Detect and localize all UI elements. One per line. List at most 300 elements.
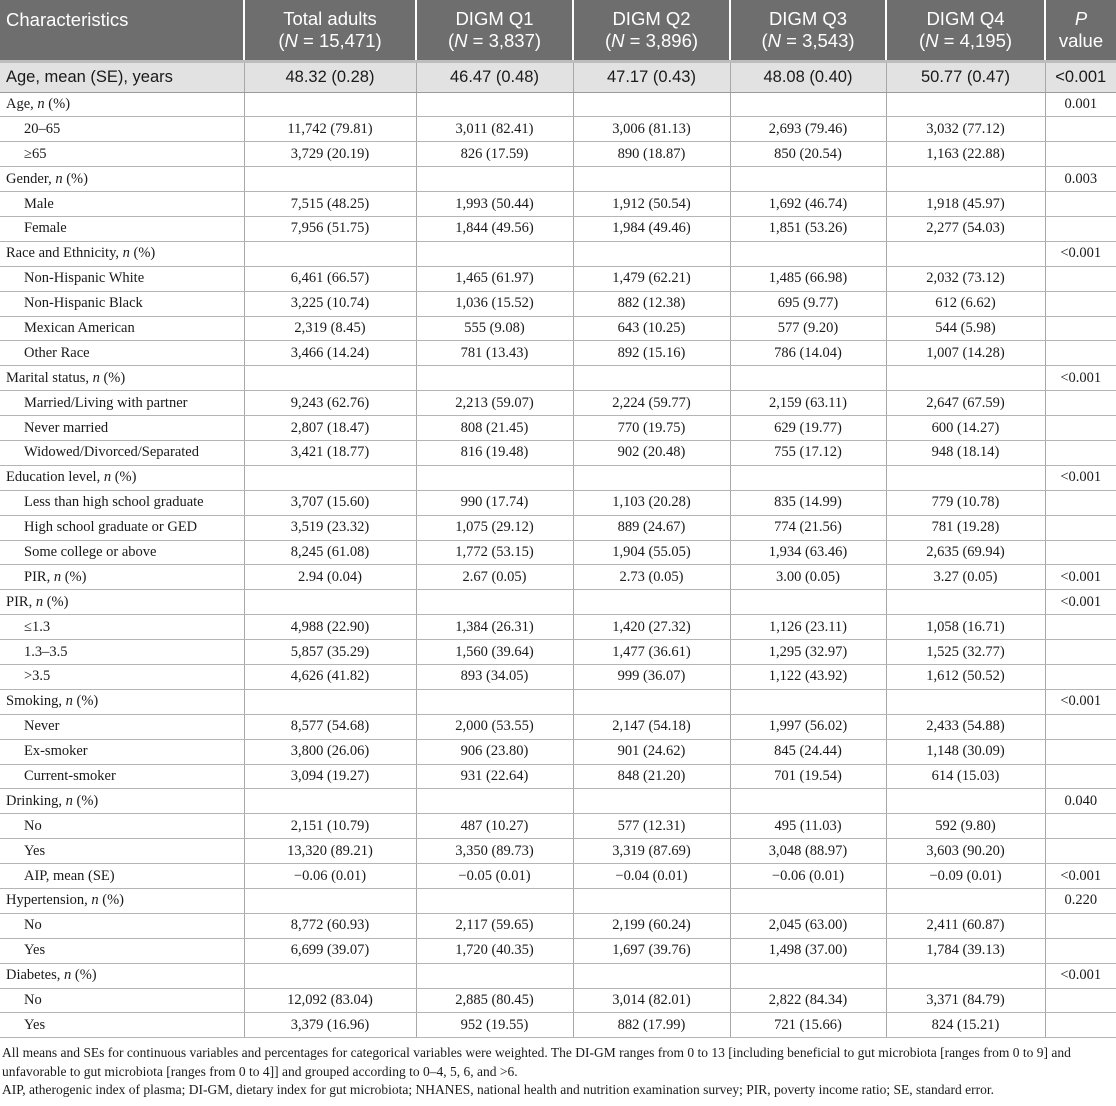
value-cell: 2,199 (60.24) — [573, 913, 730, 938]
value-cell — [416, 789, 573, 814]
row-label: Married/Living with partner — [0, 391, 244, 416]
value-cell: 1,148 (30.09) — [886, 739, 1045, 764]
table-row — [0, 490, 1116, 515]
row-label: Other Race — [0, 341, 244, 366]
value-cell: 3,519 (23.32) — [244, 515, 416, 540]
value-cell: 721 (15.66) — [730, 1013, 886, 1038]
row-label: Male — [0, 192, 244, 217]
value-cell — [244, 590, 416, 615]
value-cell — [416, 241, 573, 266]
value-cell: 2,885 (80.45) — [416, 988, 573, 1013]
header-label: P — [1074, 7, 1088, 29]
p-value-cell — [1045, 739, 1116, 764]
row-label: Diabetes, n (%) — [0, 963, 244, 988]
value-cell: 2,224 (59.77) — [573, 391, 730, 416]
row-label: PIR, n (%) — [0, 565, 244, 590]
table-row — [0, 266, 1116, 291]
p-value-cell: <0.001 — [1045, 366, 1116, 391]
value-cell: 8,577 (54.68) — [244, 714, 416, 739]
value-cell: 1,465 (61.97) — [416, 266, 573, 291]
p-value-cell — [1045, 714, 1116, 739]
value-cell: 50.77 (0.47) — [886, 61, 1045, 92]
value-cell — [416, 590, 573, 615]
header-label: Characteristics — [6, 9, 129, 30]
value-cell — [573, 366, 730, 391]
header-label: DIGM Q2 — [612, 7, 691, 29]
value-cell: 1,479 (62.21) — [573, 266, 730, 291]
header-sublabel: (N = 3,896) — [604, 29, 699, 51]
row-label: Ex-smoker — [0, 739, 244, 764]
p-value-cell — [1045, 291, 1116, 316]
footnote-line: All means and SEs for continuous variables and percentages for categorical variables were weighted. The DI-GM ranges from 0 to 13 [including beneficial to gut microbiota [ranges from 0 to 9] and unfavorable to gut microbiota [ranges from 0 to 4]] and grouped according to 0–4, 5, 6, and >6. — [2, 1045, 1071, 1079]
value-cell: 890 (18.87) — [573, 142, 730, 167]
value-cell: 902 (20.48) — [573, 440, 730, 465]
table-row — [0, 515, 1116, 540]
header-col-3 — [573, 0, 730, 61]
value-cell: 3,014 (82.01) — [573, 988, 730, 1013]
table-row — [0, 192, 1116, 217]
value-cell: −0.05 (0.01) — [416, 864, 573, 889]
table-row — [0, 92, 1116, 117]
value-cell: −0.06 (0.01) — [730, 864, 886, 889]
p-value-cell — [1045, 540, 1116, 565]
table-row — [0, 938, 1116, 963]
value-cell: 889 (24.67) — [573, 515, 730, 540]
table-row — [0, 316, 1116, 341]
value-cell: 3,094 (19.27) — [244, 764, 416, 789]
p-value-cell: 0.003 — [1045, 167, 1116, 192]
row-label: Age, n (%) — [0, 92, 244, 117]
value-cell — [886, 889, 1045, 914]
value-cell: 1,498 (37.00) — [730, 938, 886, 963]
table-row — [0, 167, 1116, 192]
value-cell: 544 (5.98) — [886, 316, 1045, 341]
row-label: Some college or above — [0, 540, 244, 565]
value-cell: 2,000 (53.55) — [416, 714, 573, 739]
value-cell — [573, 241, 730, 266]
value-cell — [416, 889, 573, 914]
value-cell: 3,466 (14.24) — [244, 341, 416, 366]
value-cell: 7,956 (51.75) — [244, 216, 416, 241]
p-value-cell — [1045, 192, 1116, 217]
value-cell: 592 (9.80) — [886, 814, 1045, 839]
value-cell: 7,515 (48.25) — [244, 192, 416, 217]
p-value-cell — [1045, 1013, 1116, 1038]
p-value-cell — [1045, 391, 1116, 416]
value-cell: 1,163 (22.88) — [886, 142, 1045, 167]
value-cell: 600 (14.27) — [886, 416, 1045, 441]
value-cell: 8,245 (61.08) — [244, 540, 416, 565]
value-cell — [244, 92, 416, 117]
value-cell — [573, 689, 730, 714]
value-cell: 2,045 (63.00) — [730, 913, 886, 938]
value-cell: 2,213 (59.07) — [416, 391, 573, 416]
footnote-line: AIP, atherogenic index of plasma; DI-GM, dietary index for gut microbiota; NHANES, national health and nutrition examination survey; PIR, poverty income ratio; SE, standard error. — [2, 1081, 995, 1097]
p-value-cell — [1045, 615, 1116, 640]
row-label: Age, mean (SE), years — [0, 61, 244, 92]
value-cell: 9,243 (62.76) — [244, 391, 416, 416]
value-cell — [886, 241, 1045, 266]
value-cell: 1,122 (43.92) — [730, 664, 886, 689]
p-value-cell: 0.001 — [1045, 92, 1116, 117]
value-cell — [416, 366, 573, 391]
value-cell: 3.00 (0.05) — [730, 565, 886, 590]
value-cell: 695 (9.77) — [730, 291, 886, 316]
header-label: DIGM Q1 — [455, 7, 534, 29]
value-cell: −0.04 (0.01) — [573, 864, 730, 889]
value-cell: 2,151 (10.79) — [244, 814, 416, 839]
row-label: Hypertension, n (%) — [0, 889, 244, 914]
table-row — [0, 366, 1116, 391]
value-cell: 2,647 (67.59) — [886, 391, 1045, 416]
row-label: >3.5 — [0, 664, 244, 689]
value-cell: 643 (10.25) — [573, 316, 730, 341]
header-sublabel: (N = 15,471) — [278, 29, 382, 51]
value-cell: 850 (20.54) — [730, 142, 886, 167]
value-cell: 755 (17.12) — [730, 440, 886, 465]
row-label: 1.3–3.5 — [0, 640, 244, 665]
value-cell: 1,384 (26.31) — [416, 615, 573, 640]
value-cell — [573, 590, 730, 615]
value-cell — [730, 366, 886, 391]
value-cell: 2,411 (60.87) — [886, 913, 1045, 938]
value-cell: 701 (19.54) — [730, 764, 886, 789]
table-row — [0, 839, 1116, 864]
header-sublabel: (N = 4,195) — [918, 29, 1013, 51]
value-cell: 2,635 (69.94) — [886, 540, 1045, 565]
value-cell: 1,697 (39.76) — [573, 938, 730, 963]
value-cell: 948 (18.14) — [886, 440, 1045, 465]
header-col-6 — [1045, 0, 1116, 61]
value-cell: 826 (17.59) — [416, 142, 573, 167]
table-row — [0, 640, 1116, 665]
p-value-cell: <0.001 — [1045, 864, 1116, 889]
value-cell: 1,036 (15.52) — [416, 291, 573, 316]
table-row — [0, 864, 1116, 889]
value-cell — [730, 963, 886, 988]
value-cell: 1,485 (66.98) — [730, 266, 886, 291]
header-col-5 — [886, 0, 1045, 61]
row-label: Drinking, n (%) — [0, 789, 244, 814]
table-row — [0, 615, 1116, 640]
value-cell: 1,904 (55.05) — [573, 540, 730, 565]
value-cell — [886, 167, 1045, 192]
table-row — [0, 216, 1116, 241]
value-cell: 1,420 (27.32) — [573, 615, 730, 640]
row-label: Smoking, n (%) — [0, 689, 244, 714]
value-cell: 629 (19.77) — [730, 416, 886, 441]
value-cell — [416, 167, 573, 192]
table-row — [0, 61, 1116, 92]
value-cell: 3,319 (87.69) — [573, 839, 730, 864]
header-label: DIGM Q4 — [926, 7, 1005, 29]
row-label: Marital status, n (%) — [0, 366, 244, 391]
value-cell — [416, 92, 573, 117]
value-cell: 1,477 (36.61) — [573, 640, 730, 665]
row-label: Mexican American — [0, 316, 244, 341]
value-cell: 1,993 (50.44) — [416, 192, 573, 217]
value-cell: 1,007 (14.28) — [886, 341, 1045, 366]
value-cell — [573, 889, 730, 914]
value-cell: 1,103 (20.28) — [573, 490, 730, 515]
p-value-cell — [1045, 913, 1116, 938]
value-cell — [244, 963, 416, 988]
value-cell — [730, 465, 886, 490]
value-cell: 990 (17.74) — [416, 490, 573, 515]
table-row — [0, 988, 1116, 1013]
p-value-cell: <0.001 — [1045, 963, 1116, 988]
header-sublabel: (N = 3,837) — [447, 29, 542, 51]
value-cell: 612 (6.62) — [886, 291, 1045, 316]
value-cell — [416, 465, 573, 490]
table-row — [0, 889, 1116, 914]
value-cell — [244, 241, 416, 266]
value-cell — [573, 963, 730, 988]
p-value-cell — [1045, 341, 1116, 366]
p-value-cell — [1045, 266, 1116, 291]
row-label: Race and Ethnicity, n (%) — [0, 241, 244, 266]
value-cell: 893 (34.05) — [416, 664, 573, 689]
table-row — [0, 291, 1116, 316]
row-label: Current-smoker — [0, 764, 244, 789]
row-label: AIP, mean (SE) — [0, 864, 244, 889]
p-value-cell — [1045, 988, 1116, 1013]
table-row — [0, 590, 1116, 615]
value-cell: 2.73 (0.05) — [573, 565, 730, 590]
value-cell: 8,772 (60.93) — [244, 913, 416, 938]
p-value-cell: <0.001 — [1045, 241, 1116, 266]
row-label: Never married — [0, 416, 244, 441]
value-cell: 555 (9.08) — [416, 316, 573, 341]
value-cell: 816 (19.48) — [416, 440, 573, 465]
header-col-2 — [416, 0, 573, 61]
value-cell: 1,851 (53.26) — [730, 216, 886, 241]
value-cell — [730, 167, 886, 192]
value-cell: 882 (12.38) — [573, 291, 730, 316]
value-cell — [886, 92, 1045, 117]
value-cell: 11,742 (79.81) — [244, 117, 416, 142]
value-cell: 1,075 (29.12) — [416, 515, 573, 540]
value-cell: 1,525 (32.77) — [886, 640, 1045, 665]
value-cell: 1,784 (39.13) — [886, 938, 1045, 963]
table-row — [0, 465, 1116, 490]
value-cell: −0.09 (0.01) — [886, 864, 1045, 889]
value-cell: 1,692 (46.74) — [730, 192, 886, 217]
value-cell — [886, 789, 1045, 814]
value-cell: 2,807 (18.47) — [244, 416, 416, 441]
value-cell — [573, 167, 730, 192]
value-cell: 3,379 (16.96) — [244, 1013, 416, 1038]
row-label: 20–65 — [0, 117, 244, 142]
value-cell — [730, 92, 886, 117]
value-cell — [244, 167, 416, 192]
table-row — [0, 913, 1116, 938]
value-cell: 808 (21.45) — [416, 416, 573, 441]
row-label: Never — [0, 714, 244, 739]
value-cell — [244, 889, 416, 914]
value-cell: 3,707 (15.60) — [244, 490, 416, 515]
row-label: ≥65 — [0, 142, 244, 167]
value-cell: 48.32 (0.28) — [244, 61, 416, 92]
value-cell: 3.27 (0.05) — [886, 565, 1045, 590]
p-value-cell — [1045, 664, 1116, 689]
p-value-cell — [1045, 316, 1116, 341]
value-cell — [730, 590, 886, 615]
row-label: Education level, n (%) — [0, 465, 244, 490]
value-cell — [244, 689, 416, 714]
value-cell: 3,371 (84.79) — [886, 988, 1045, 1013]
value-cell: 3,011 (82.41) — [416, 117, 573, 142]
p-value-cell: 0.220 — [1045, 889, 1116, 914]
value-cell: 577 (9.20) — [730, 316, 886, 341]
value-cell — [573, 789, 730, 814]
value-cell: 3,603 (90.20) — [886, 839, 1045, 864]
table-row — [0, 1013, 1116, 1038]
value-cell: 1,912 (50.54) — [573, 192, 730, 217]
row-label: Yes — [0, 839, 244, 864]
table-row — [0, 764, 1116, 789]
value-cell: 781 (13.43) — [416, 341, 573, 366]
value-cell: 4,988 (22.90) — [244, 615, 416, 640]
value-cell — [886, 590, 1045, 615]
value-cell: 2,693 (79.46) — [730, 117, 886, 142]
p-value-cell — [1045, 440, 1116, 465]
value-cell — [730, 241, 886, 266]
table-row — [0, 142, 1116, 167]
value-cell — [886, 366, 1045, 391]
value-cell: 845 (24.44) — [730, 739, 886, 764]
value-cell: 3,421 (18.77) — [244, 440, 416, 465]
row-label: Gender, n (%) — [0, 167, 244, 192]
value-cell: 487 (10.27) — [416, 814, 573, 839]
value-cell — [244, 789, 416, 814]
value-cell: 3,225 (10.74) — [244, 291, 416, 316]
header-label: DIGM Q3 — [768, 7, 848, 29]
p-value-cell — [1045, 490, 1116, 515]
value-cell: −0.06 (0.01) — [244, 864, 416, 889]
value-cell: 2,319 (8.45) — [244, 316, 416, 341]
value-cell: 901 (24.62) — [573, 739, 730, 764]
p-value-cell — [1045, 764, 1116, 789]
value-cell: 48.08 (0.40) — [730, 61, 886, 92]
value-cell: 1,844 (49.56) — [416, 216, 573, 241]
value-cell: 2,032 (73.12) — [886, 266, 1045, 291]
row-label: Female — [0, 216, 244, 241]
table-row — [0, 664, 1116, 689]
table-row — [0, 391, 1116, 416]
value-cell: 2.67 (0.05) — [416, 565, 573, 590]
row-label: Yes — [0, 938, 244, 963]
table-row — [0, 963, 1116, 988]
header-row — [0, 0, 1116, 61]
table-row — [0, 689, 1116, 714]
row-label: No — [0, 988, 244, 1013]
value-cell: 824 (15.21) — [886, 1013, 1045, 1038]
p-value-cell: <0.001 — [1045, 689, 1116, 714]
row-label: Non-Hispanic Black — [0, 291, 244, 316]
value-cell: 2,159 (63.11) — [730, 391, 886, 416]
value-cell: 6,461 (66.57) — [244, 266, 416, 291]
value-cell: 1,772 (53.15) — [416, 540, 573, 565]
value-cell: 495 (11.03) — [730, 814, 886, 839]
value-cell: 13,320 (89.21) — [244, 839, 416, 864]
p-value-cell: <0.001 — [1045, 465, 1116, 490]
value-cell: 2,147 (54.18) — [573, 714, 730, 739]
value-cell: 774 (21.56) — [730, 515, 886, 540]
table-row — [0, 814, 1116, 839]
p-value-cell — [1045, 117, 1116, 142]
value-cell: 931 (22.64) — [416, 764, 573, 789]
value-cell: 2,433 (54.88) — [886, 714, 1045, 739]
row-label: PIR, n (%) — [0, 590, 244, 615]
value-cell: 2.94 (0.04) — [244, 565, 416, 590]
row-label: No — [0, 913, 244, 938]
table-row — [0, 241, 1116, 266]
value-cell: 848 (21.20) — [573, 764, 730, 789]
p-value-cell — [1045, 515, 1116, 540]
value-cell — [730, 889, 886, 914]
value-cell: 3,006 (81.13) — [573, 117, 730, 142]
value-cell: 1,720 (40.35) — [416, 938, 573, 963]
row-label: Non-Hispanic White — [0, 266, 244, 291]
value-cell: 999 (36.07) — [573, 664, 730, 689]
p-value-cell: <0.001 — [1045, 565, 1116, 590]
p-value-cell — [1045, 814, 1116, 839]
header-col-4 — [730, 0, 886, 61]
value-cell: 6,699 (39.07) — [244, 938, 416, 963]
p-value-cell: <0.001 — [1045, 61, 1116, 92]
value-cell: 906 (23.80) — [416, 739, 573, 764]
row-label: Widowed/Divorced/Separated — [0, 440, 244, 465]
value-cell: 3,800 (26.06) — [244, 739, 416, 764]
table-row — [0, 565, 1116, 590]
row-label: High school graduate or GED — [0, 515, 244, 540]
row-label: Less than high school graduate — [0, 490, 244, 515]
value-cell: 1,058 (16.71) — [886, 615, 1045, 640]
p-value-cell — [1045, 938, 1116, 963]
value-cell: 614 (15.03) — [886, 764, 1045, 789]
value-cell: 786 (14.04) — [730, 341, 886, 366]
value-cell: 1,934 (63.46) — [730, 540, 886, 565]
table-row — [0, 117, 1116, 142]
value-cell: 3,048 (88.97) — [730, 839, 886, 864]
value-cell — [886, 689, 1045, 714]
value-cell: 1,984 (49.46) — [573, 216, 730, 241]
table-footnotes — [0, 1038, 1116, 1099]
value-cell: 4,626 (41.82) — [244, 664, 416, 689]
value-cell: 2,277 (54.03) — [886, 216, 1045, 241]
header-characteristics — [0, 0, 244, 61]
value-cell: 3,729 (20.19) — [244, 142, 416, 167]
table-row — [0, 714, 1116, 739]
table-row — [0, 440, 1116, 465]
value-cell: 892 (15.16) — [573, 341, 730, 366]
table-row — [0, 416, 1116, 441]
value-cell: 12,092 (83.04) — [244, 988, 416, 1013]
value-cell — [886, 465, 1045, 490]
table-row — [0, 739, 1116, 764]
p-value-cell — [1045, 142, 1116, 167]
value-cell: 835 (14.99) — [730, 490, 886, 515]
p-value-cell — [1045, 216, 1116, 241]
value-cell: 2,117 (59.65) — [416, 913, 573, 938]
header-sublabel: value — [1058, 29, 1104, 51]
value-cell: 2,822 (84.34) — [730, 988, 886, 1013]
value-cell: 770 (19.75) — [573, 416, 730, 441]
header-label: Total adults — [283, 7, 377, 29]
value-cell: 1,612 (50.52) — [886, 664, 1045, 689]
value-cell: 1,918 (45.97) — [886, 192, 1045, 217]
